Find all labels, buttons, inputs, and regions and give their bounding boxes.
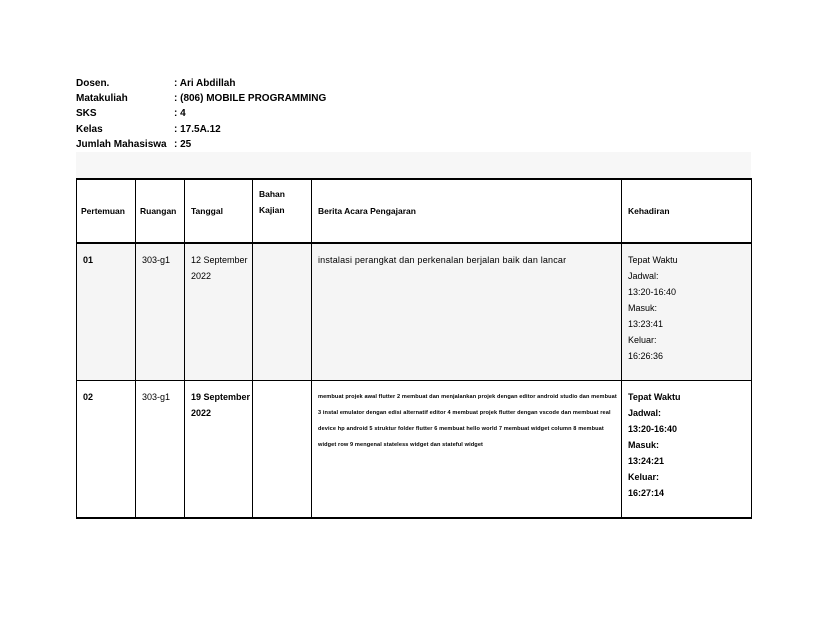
table-header-row — [77, 179, 752, 243]
cell-ruangan: 303-g1 — [136, 381, 185, 519]
header-label: Kelas — [76, 123, 103, 135]
kehadiran-status: Tepat Waktu — [628, 255, 678, 265]
cell-berita-acara: membuat projek awal flutter 2 membuat dan menjalankan projek dengan editor android studio dan membuat 3 instal emulator dengan edisi alternatif editor 4 membuat projek flutter dengan vscode dan membuat real device hp android 5 struktur folder flutter 6 membuat hello world 7 membuat widget column 8 membuat widget row 9 mengenal stateless widget dan stateful widget — [312, 381, 622, 519]
cell-kehadiran — [622, 243, 752, 381]
kehadiran-masuk: 13:23:41 — [628, 319, 664, 329]
cell-bahan-kajian — [253, 381, 312, 519]
header-label: Jumlah Mahasiswa — [76, 138, 167, 150]
kehadiran-jadwal-label: Jadwal: — [628, 408, 662, 418]
course-info-header — [76, 76, 326, 152]
cell-pertemuan: 02 — [77, 381, 136, 519]
header-value: : 25 — [174, 138, 192, 150]
header-row-kelas — [76, 122, 326, 137]
header-row-matakuliah — [76, 91, 326, 106]
column-header-kehadiran: Kehadiran — [622, 179, 752, 243]
header-row-jumlah-mahasiswa — [76, 137, 326, 152]
column-header-bahan-kajian: Bahan Kajian — [253, 179, 312, 243]
kehadiran-keluar-label: Keluar: — [628, 472, 660, 482]
header-value: : (806) MOBILE PROGRAMMING — [174, 93, 327, 105]
header-label: SKS — [76, 108, 97, 120]
header-value: : Ari Abdillah — [174, 78, 236, 89]
kehadiran-masuk-label: Masuk: — [628, 303, 658, 313]
column-header-ruangan: Ruangan — [136, 179, 185, 243]
kehadiran-keluar: 16:26:36 — [628, 351, 664, 361]
kehadiran-masuk: 13:24:21 — [628, 456, 665, 466]
table-row — [77, 243, 752, 381]
kehadiran-keluar: 16:27:14 — [628, 488, 665, 498]
header-row-dosen — [76, 76, 326, 91]
header-label: Matakuliah — [76, 93, 128, 105]
header-value: : 17.5A.12 — [174, 123, 221, 135]
kehadiran-jadwal: 13:20-16:40 — [628, 287, 677, 297]
column-header-tanggal: Tanggal — [185, 179, 253, 243]
cell-tanggal: 12 September 2022 — [185, 243, 253, 381]
table-row — [77, 381, 752, 519]
kehadiran-keluar-label: Keluar: — [628, 335, 657, 345]
cell-ruangan: 303-g1 — [136, 243, 185, 381]
kehadiran-jadwal: 13:20-16:40 — [628, 424, 678, 434]
teaching-schedule-table — [76, 178, 752, 519]
cell-pertemuan: 01 — [77, 243, 136, 381]
cell-berita-acara: instalasi perangkat dan perkenalan berjalan baik dan lancar — [312, 243, 622, 381]
column-header-pertemuan: Pertemuan — [77, 179, 136, 243]
column-header-berita-acara: Berita Acara Pengajaran — [312, 179, 622, 243]
kehadiran-jadwal-label: Jadwal: — [628, 271, 659, 281]
cell-tanggal: 19 September 2022 — [185, 381, 253, 519]
kehadiran-status: Tepat Waktu — [628, 392, 681, 402]
cell-bahan-kajian — [253, 243, 312, 381]
section-divider-band — [76, 152, 751, 178]
header-value: : 4 — [174, 108, 186, 120]
header-row-sks — [76, 106, 326, 121]
header-label: Dosen. — [76, 78, 110, 89]
kehadiran-masuk-label: Masuk: — [628, 440, 660, 450]
cell-kehadiran — [622, 381, 752, 519]
